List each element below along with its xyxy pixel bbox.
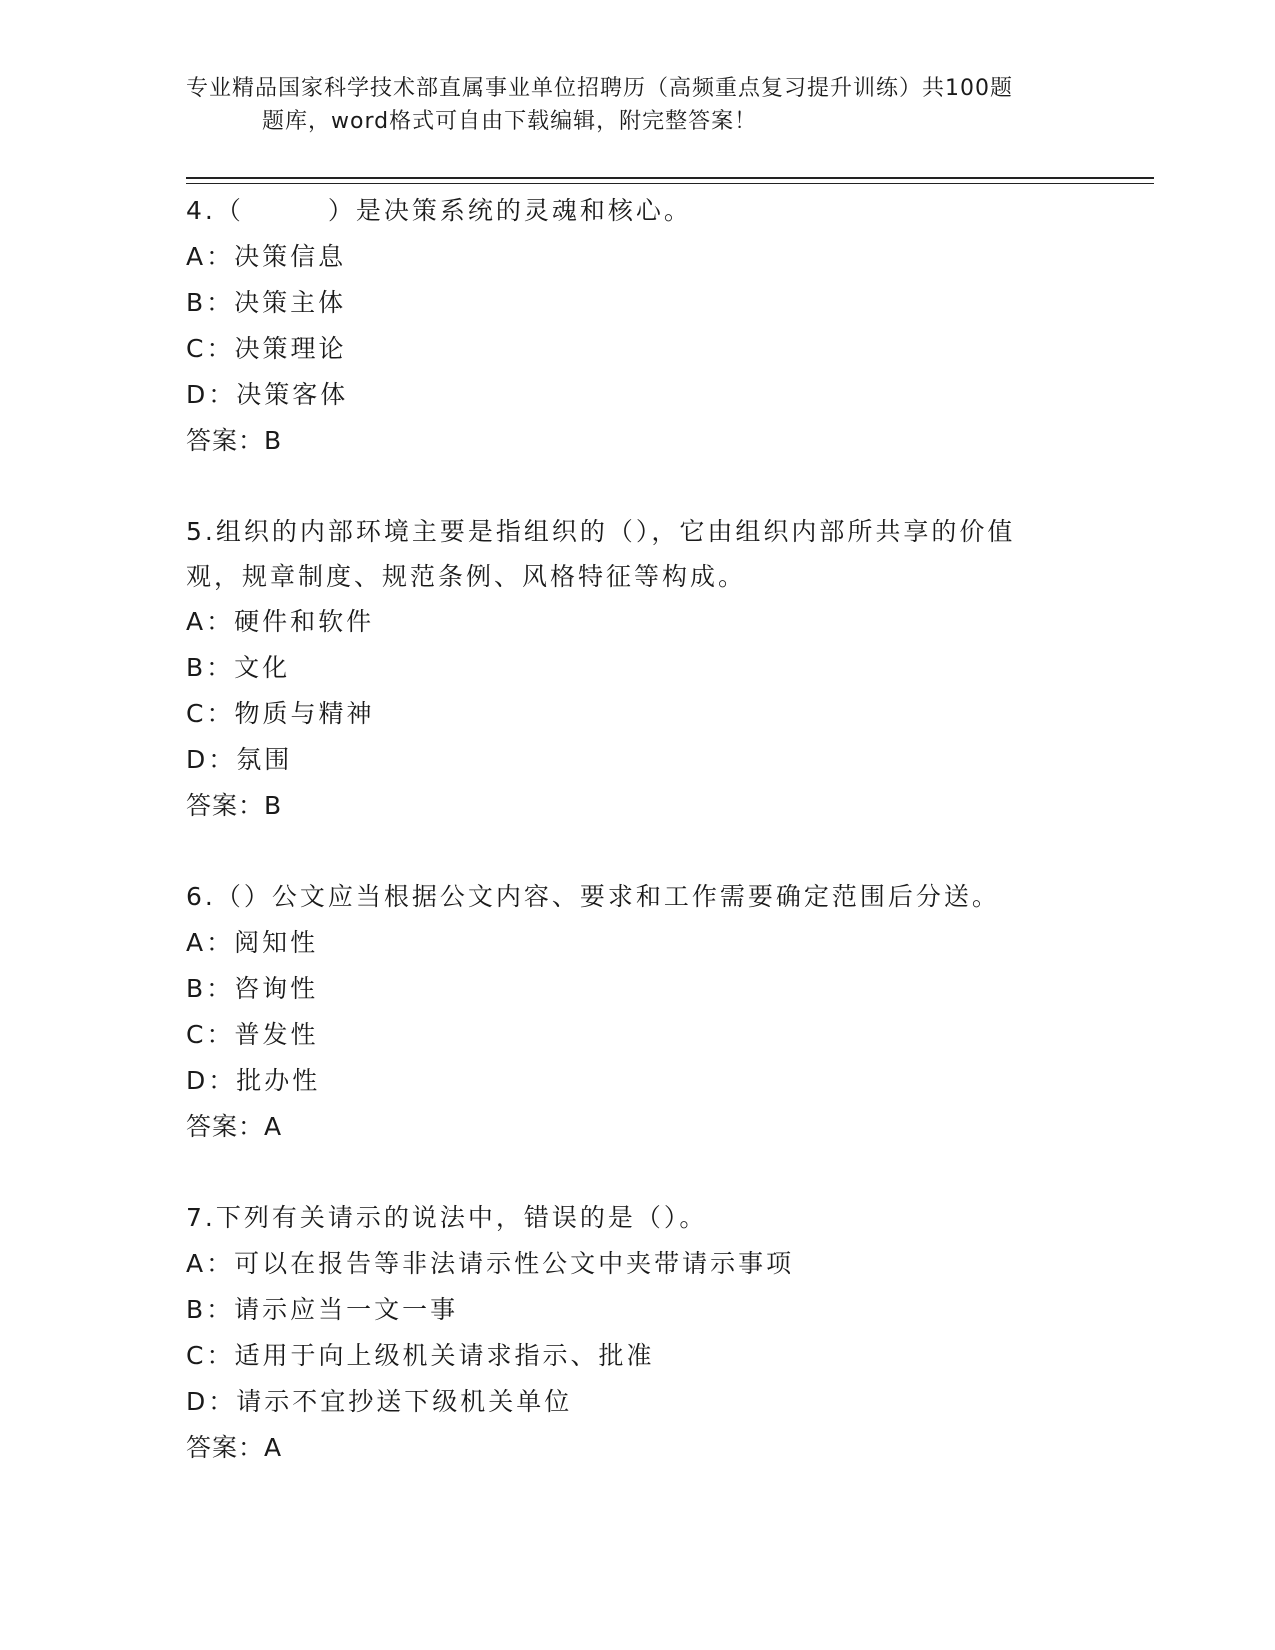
option-d: D：请示不宜抄送下级机关单位 xyxy=(186,1387,573,1416)
option-a: A：决策信息 xyxy=(186,242,347,271)
answer-text: 答案：B xyxy=(186,791,283,820)
document-header xyxy=(186,72,1086,138)
header-rule-thick xyxy=(186,177,1154,179)
question-list xyxy=(186,188,1106,1471)
option-c: C：适用于向上级机关请求指示、批准 xyxy=(186,1341,655,1370)
question-item xyxy=(186,188,1106,464)
option-a: A：可以在报告等非法请示性公文中夹带请示事项 xyxy=(186,1249,795,1278)
option-b: B：决策主体 xyxy=(186,288,347,317)
option-c: C：普发性 xyxy=(186,1020,319,1049)
option-b: B：文化 xyxy=(186,653,291,682)
option-a: A：硬件和软件 xyxy=(186,607,375,636)
question-text: 4.（ ）是决策系统的灵魂和核心。 xyxy=(186,196,692,225)
question-item xyxy=(186,1195,1106,1471)
header-title-line-1: 专业精品国家科学技术部直属事业单位招聘历（高频重点复习提升训练）共100题 xyxy=(186,76,1013,101)
header-rule-thin xyxy=(186,183,1154,184)
option-d: D：决策客体 xyxy=(186,380,349,409)
option-b: B：咨询性 xyxy=(186,974,319,1003)
answer-text: 答案：A xyxy=(186,1433,283,1462)
answer-text: 答案：A xyxy=(186,1112,283,1141)
question-text: 6.（）公文应当根据公文内容、要求和工作需要确定范围后分送。 xyxy=(186,882,1000,911)
option-c: C：物质与精神 xyxy=(186,699,375,728)
question-text-line-2: 观，规章制度、规范条例、风格特征等构成。 xyxy=(186,562,747,591)
option-d: D：氛围 xyxy=(186,745,293,774)
option-c: C：决策理论 xyxy=(186,334,347,363)
question-text-line-1: 5.组织的内部环境主要是指组织的（），它由组织内部所共享的价值 xyxy=(186,517,1016,546)
header-title-line-2: 题库，word格式可自由下载编辑，附完整答案！ xyxy=(262,109,758,134)
option-b: B：请示应当一文一事 xyxy=(186,1295,459,1324)
question-text: 7.下列有关请示的说法中，错误的是（）。 xyxy=(186,1203,708,1232)
answer-text: 答案：B xyxy=(186,426,283,455)
option-a: A：阅知性 xyxy=(186,928,319,957)
option-d: D：批办性 xyxy=(186,1066,321,1095)
question-item xyxy=(186,874,1106,1150)
question-item xyxy=(186,509,1106,829)
